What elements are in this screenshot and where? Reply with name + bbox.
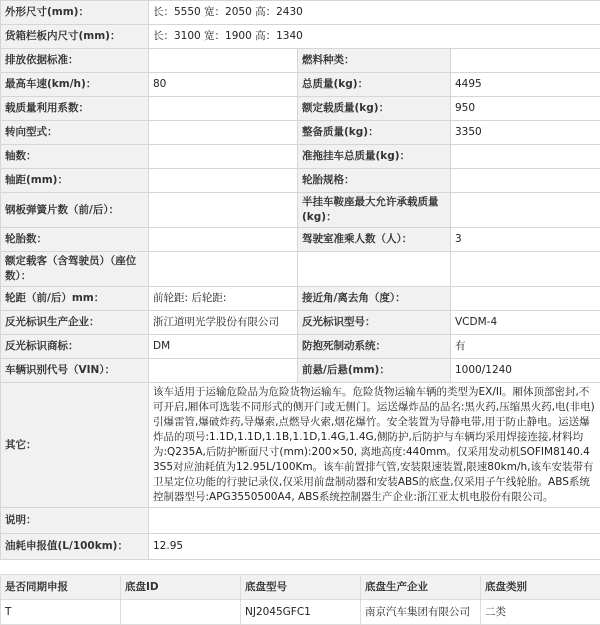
chassis-table	[0, 574, 600, 625]
tire-spec-label: 轮胎规格：	[298, 169, 451, 193]
wheelbase-value	[149, 169, 298, 193]
spec-row	[1, 193, 600, 228]
reflector-maker-value: 浙江道明光学股份有限公司	[149, 311, 298, 335]
cargo-box-label: 货箱栏板内尺寸(mm)：	[1, 25, 149, 49]
spec-row	[1, 121, 600, 145]
wheelbase-label: 轴距(mm)：	[1, 169, 149, 193]
axle-count-label: 轴数：	[1, 145, 149, 169]
remark-label: 说明：	[1, 508, 149, 534]
reflector-maker-label: 反光标识生产企业：	[1, 311, 149, 335]
reflector-model-label: 反光标识型号：	[298, 311, 451, 335]
approach-departure-value	[451, 287, 600, 311]
abs-value: 有	[451, 335, 600, 359]
rated-load-label: 额定载质量(kg)：	[298, 97, 451, 121]
dimensions-value: 长：5550 宽：2050 高：2430	[149, 1, 600, 25]
approach-departure-label: 接近角/离去角（度）：	[298, 287, 451, 311]
empty-label-cell	[298, 252, 451, 287]
chassis-header-model: 底盘型号	[241, 575, 361, 600]
tire-spec-value	[451, 169, 600, 193]
spec-row	[1, 311, 600, 335]
overhang-value: 1000/1240	[451, 359, 600, 383]
spec-row	[1, 287, 600, 311]
emission-standard-value	[149, 49, 298, 73]
load-utilization-value	[149, 97, 298, 121]
spec-row	[1, 97, 600, 121]
table-row	[1, 600, 600, 625]
load-utilization-label: 载质量利用系数：	[1, 97, 149, 121]
reflector-brand-label: 反光标识商标：	[1, 335, 149, 359]
spec-row	[1, 359, 600, 383]
fuel-consumption-label: 油耗申报值(L/100km)：	[1, 534, 149, 560]
max-speed-value: 80	[149, 73, 298, 97]
trailer-mass-label: 准拖挂车总质量(kg)：	[298, 145, 451, 169]
gross-mass-label: 总质量(kg)：	[298, 73, 451, 97]
track-width-value: 前轮距: 后轮距:	[149, 287, 298, 311]
empty-value-cell	[451, 252, 600, 287]
chassis-model-value: NJ2045GFC1	[241, 600, 361, 625]
tire-count-value	[149, 228, 298, 252]
cargo-box-value: 长：3100 宽：1900 高：1340	[149, 25, 600, 49]
spec-row	[1, 252, 600, 287]
cab-seats-value: 3	[451, 228, 600, 252]
fuel-consumption-value: 12.95	[149, 534, 600, 560]
chassis-category-value: 二类	[481, 600, 600, 625]
vin-label: 车辆识别代号（VIN）：	[1, 359, 149, 383]
saddle-load-label: 半挂车鞍座最大允许承载质量(kg)：	[298, 193, 451, 228]
abs-label: 防抱死制动系统：	[298, 335, 451, 359]
spec-row-other	[1, 383, 600, 508]
gross-mass-value: 4495	[451, 73, 600, 97]
spec-row	[1, 73, 600, 97]
curb-mass-label: 整备质量(kg)：	[298, 121, 451, 145]
rated-passengers-label: 额定载客（含驾驶员）（座位数）：	[1, 252, 149, 287]
spec-row	[1, 169, 600, 193]
saddle-load-value	[451, 193, 600, 228]
overhang-label: 前悬/后悬(mm)：	[298, 359, 451, 383]
rated-passengers-value	[149, 252, 298, 287]
spec-row-dimensions	[1, 1, 600, 25]
leaf-spring-value	[149, 193, 298, 228]
chassis-concurrent-value: T	[1, 600, 121, 625]
steering-type-label: 转向型式：	[1, 121, 149, 145]
spec-row	[1, 228, 600, 252]
fuel-type-value	[451, 49, 600, 73]
leaf-spring-label: 钢板弹簧片数（前/后）：	[1, 193, 149, 228]
chassis-header-concurrent: 是否同期申报	[1, 575, 121, 600]
tire-count-label: 轮胎数：	[1, 228, 149, 252]
other-notes: 该车适用于运输危险品为危险货物运输车。危险货物运输车辆的类型为EX/II。厢体顶部密封,不可开启,厢体可选装不同形式的侧开门或无侧门。运送爆炸品的品名:黑火药,压缩黑火药,电(非电)引爆雷管,爆破炸药,导爆索,点燃导火索,烟花爆竹。安全装置为导静电带,用于防止静电。运送爆炸品的项号:1.1D,1.1D,1.1B,1.1D,1.4G,1.4G,侧防护,后防护与车辆均采用焊接连接,材料均为:Q235A,后防护断面尺寸(mm):200×50, 离地高度:440mm。仅采用发动机SOFIM8140.43S5对应油耗值为12.95L/100Km。该车前置排气管,安装限速装置,限速80km/h,该车安装带有卫星定位功能的行驶记录仪,仅采用前盘制动器和安装ABS的底盘,仅采用子午线轮胎。ABS系统控制器型号:APG3550500A4, ABS系统控制器生产企业:浙江亚太机电股份有限公司。	[149, 383, 600, 508]
fuel-type-label: 燃料种类：	[298, 49, 451, 73]
chassis-id-value	[121, 600, 241, 625]
spec-row	[1, 49, 600, 73]
chassis-header-category: 底盘类别	[481, 575, 600, 600]
spec-row	[1, 145, 600, 169]
vin-value	[149, 359, 298, 383]
spec-row-remark	[1, 508, 600, 534]
cab-seats-label: 驾驶室准乘人数（人）：	[298, 228, 451, 252]
spec-row-cargo-box	[1, 25, 600, 49]
chassis-maker-value: 南京汽车集团有限公司	[361, 600, 481, 625]
spec-row-fuel	[1, 534, 600, 560]
curb-mass-value: 3350	[451, 121, 600, 145]
chassis-header-row	[1, 575, 600, 600]
reflector-brand-value: DM	[149, 335, 298, 359]
chassis-header-id: 底盘ID	[121, 575, 241, 600]
rated-load-value: 950	[451, 97, 600, 121]
steering-type-value	[149, 121, 298, 145]
max-speed-label: 最高车速(km/h)：	[1, 73, 149, 97]
chassis-header-maker: 底盘生产企业	[361, 575, 481, 600]
remark-value	[149, 508, 600, 534]
other-label: 其它：	[1, 383, 149, 508]
spec-row	[1, 335, 600, 359]
axle-count-value	[149, 145, 298, 169]
trailer-mass-value	[451, 145, 600, 169]
track-width-label: 轮距（前/后）mm：	[1, 287, 149, 311]
emission-standard-label: 排放依据标准：	[1, 49, 149, 73]
reflector-model-value: VCDM-4	[451, 311, 600, 335]
dimensions-label: 外形尺寸(mm)：	[1, 1, 149, 25]
